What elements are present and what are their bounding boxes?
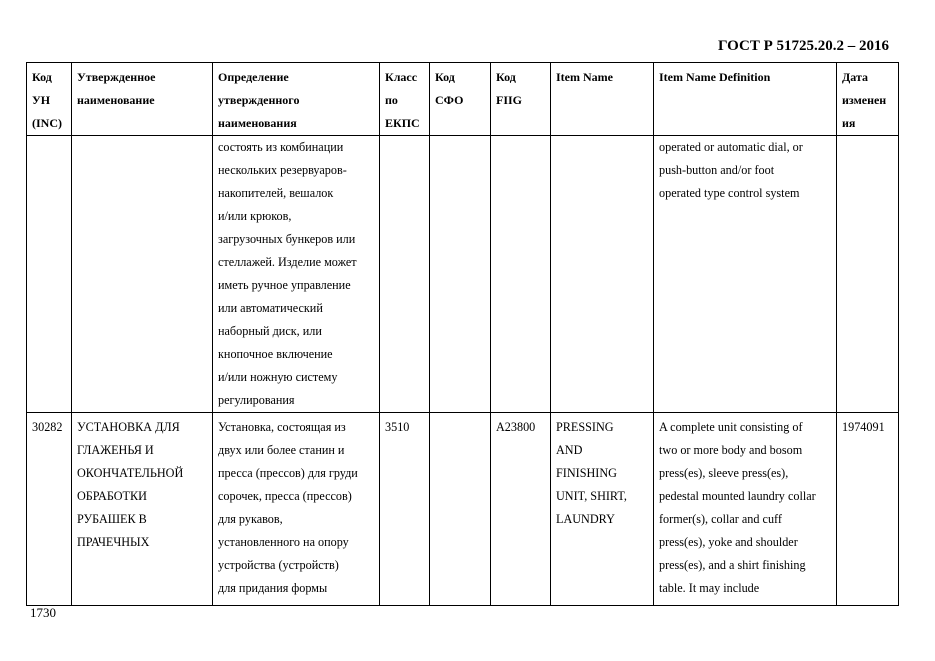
cell-line: пресса (прессов) для груди	[218, 466, 358, 480]
cell-line: (INC)	[32, 116, 62, 130]
cell-line: СФО	[435, 93, 464, 107]
cell-line: A complete unit consisting of	[659, 420, 803, 434]
cell-item-definition	[654, 413, 837, 606]
cell-sfo	[430, 136, 491, 413]
header-date	[837, 63, 899, 136]
cell-line: Код	[435, 70, 455, 84]
cell-definition	[213, 136, 380, 413]
cell-line: двух или более станин и	[218, 443, 345, 457]
cell-line: для рукавов,	[218, 512, 283, 526]
cell-line: для придания формы	[218, 581, 328, 595]
cell-sfo	[430, 413, 491, 606]
cell-definition	[213, 413, 380, 606]
cell-line: former(s), collar and cuff	[659, 512, 782, 526]
cell-line: наборный диск, или	[218, 324, 322, 338]
cell-line: регулирования	[218, 393, 295, 407]
cell-line: Item Name	[556, 70, 613, 84]
cell-inc	[27, 136, 72, 413]
cell-item-name	[551, 413, 654, 606]
standard-code: ГОСТ Р 51725.20.2 – 2016	[717, 38, 889, 54]
cell-line: установленного на опору	[218, 535, 349, 549]
cell-line: УН	[32, 93, 51, 107]
table-row	[27, 413, 899, 606]
cell-line: Утвержденное	[77, 70, 156, 84]
cell-line: press(es), sleeve press(es),	[659, 466, 789, 480]
cell-line: ПРАЧЕЧНЫХ	[77, 535, 150, 549]
cell-line: Дата	[842, 70, 868, 84]
header-class	[380, 63, 430, 136]
cell-line: кнопочное включение	[218, 347, 333, 361]
header-approved-name	[72, 63, 213, 136]
cell-line: наименование	[77, 93, 155, 107]
cell-line: нескольких резервуаров-	[218, 163, 347, 177]
cell-line: утвержденного	[218, 93, 300, 107]
cell-line: press(es), yoke and shoulder	[659, 535, 798, 549]
cell-fiig: A23800	[491, 413, 551, 606]
cell-line: сорочек, пресса (прессов)	[218, 489, 352, 503]
header-item-name	[551, 63, 654, 136]
header-fiig	[491, 63, 551, 136]
cell-class: 3510	[380, 413, 430, 606]
cell-line: Код	[496, 70, 516, 84]
cell-fiig	[491, 136, 551, 413]
header-sfo	[430, 63, 491, 136]
cell-line: table. It may include	[659, 581, 760, 595]
cell-item-definition	[654, 136, 837, 413]
cell-line: two or more body and bosom	[659, 443, 803, 457]
cell-line: PRESSING	[556, 420, 614, 434]
cell-line: AND	[556, 443, 583, 457]
cell-name	[72, 413, 213, 606]
cell-line: operated type control system	[659, 186, 800, 200]
cell-item-name	[551, 136, 654, 413]
cell-line: наименования	[218, 116, 297, 130]
header-inc	[27, 63, 72, 136]
header-definition	[213, 63, 380, 136]
catalog-table	[26, 62, 899, 606]
cell-line: и/или крюков,	[218, 209, 292, 223]
cell-line: и/или ножную систему	[218, 370, 338, 384]
cell-line: ОКОНЧАТЕЛЬНОЙ	[77, 466, 184, 480]
table-row	[27, 136, 899, 413]
header-item-name-definition	[654, 63, 837, 136]
cell-line: LAUNDRY	[556, 512, 615, 526]
cell-line: или автоматический	[218, 301, 323, 315]
cell-line: push-button and/or foot	[659, 163, 775, 177]
cell-line: pedestal mounted laundry collar	[659, 489, 816, 503]
cell-date	[837, 136, 899, 413]
cell-line: Класс	[385, 70, 418, 84]
page-number: 1730	[30, 605, 56, 620]
cell-line: press(es), and a shirt finishing	[659, 558, 806, 572]
header-row	[27, 63, 899, 136]
cell-line: Код	[32, 70, 52, 84]
cell-name	[72, 136, 213, 413]
cell-line: Определение	[218, 70, 289, 84]
cell-line: устройства (устройств)	[218, 558, 339, 572]
cell-line: operated or automatic dial, or	[659, 140, 803, 154]
cell-line: ЕКПС	[385, 116, 420, 130]
cell-line: FIIG	[496, 93, 523, 107]
cell-line: изменен	[842, 93, 887, 107]
cell-line: Item Name Definition	[659, 70, 771, 84]
cell-line: РУБАШЕК В	[77, 512, 147, 526]
cell-line: по	[385, 93, 398, 107]
cell-line: Установка, состоящая из	[218, 420, 346, 434]
cell-line: загрузочных бункеров или	[218, 232, 356, 246]
cell-date: 1974091	[837, 413, 899, 606]
cell-line: ОБРАБОТКИ	[77, 489, 147, 503]
cell-line: состоять из комбинации	[218, 140, 344, 154]
cell-line: FINISHING	[556, 466, 617, 480]
cell-line: накопителей, вешалок	[218, 186, 334, 200]
cell-line: иметь ручное управление	[218, 278, 351, 292]
cell-inc: 30282	[27, 413, 72, 606]
cell-line: UNIT, SHIRT,	[556, 489, 627, 503]
cell-line: ия	[842, 116, 856, 130]
cell-line: ГЛАЖЕНЬЯ И	[77, 443, 154, 457]
cell-line: УСТАНОВКА ДЛЯ	[77, 420, 180, 434]
cell-line: стеллажей. Изделие может	[218, 255, 357, 269]
cell-class	[380, 136, 430, 413]
